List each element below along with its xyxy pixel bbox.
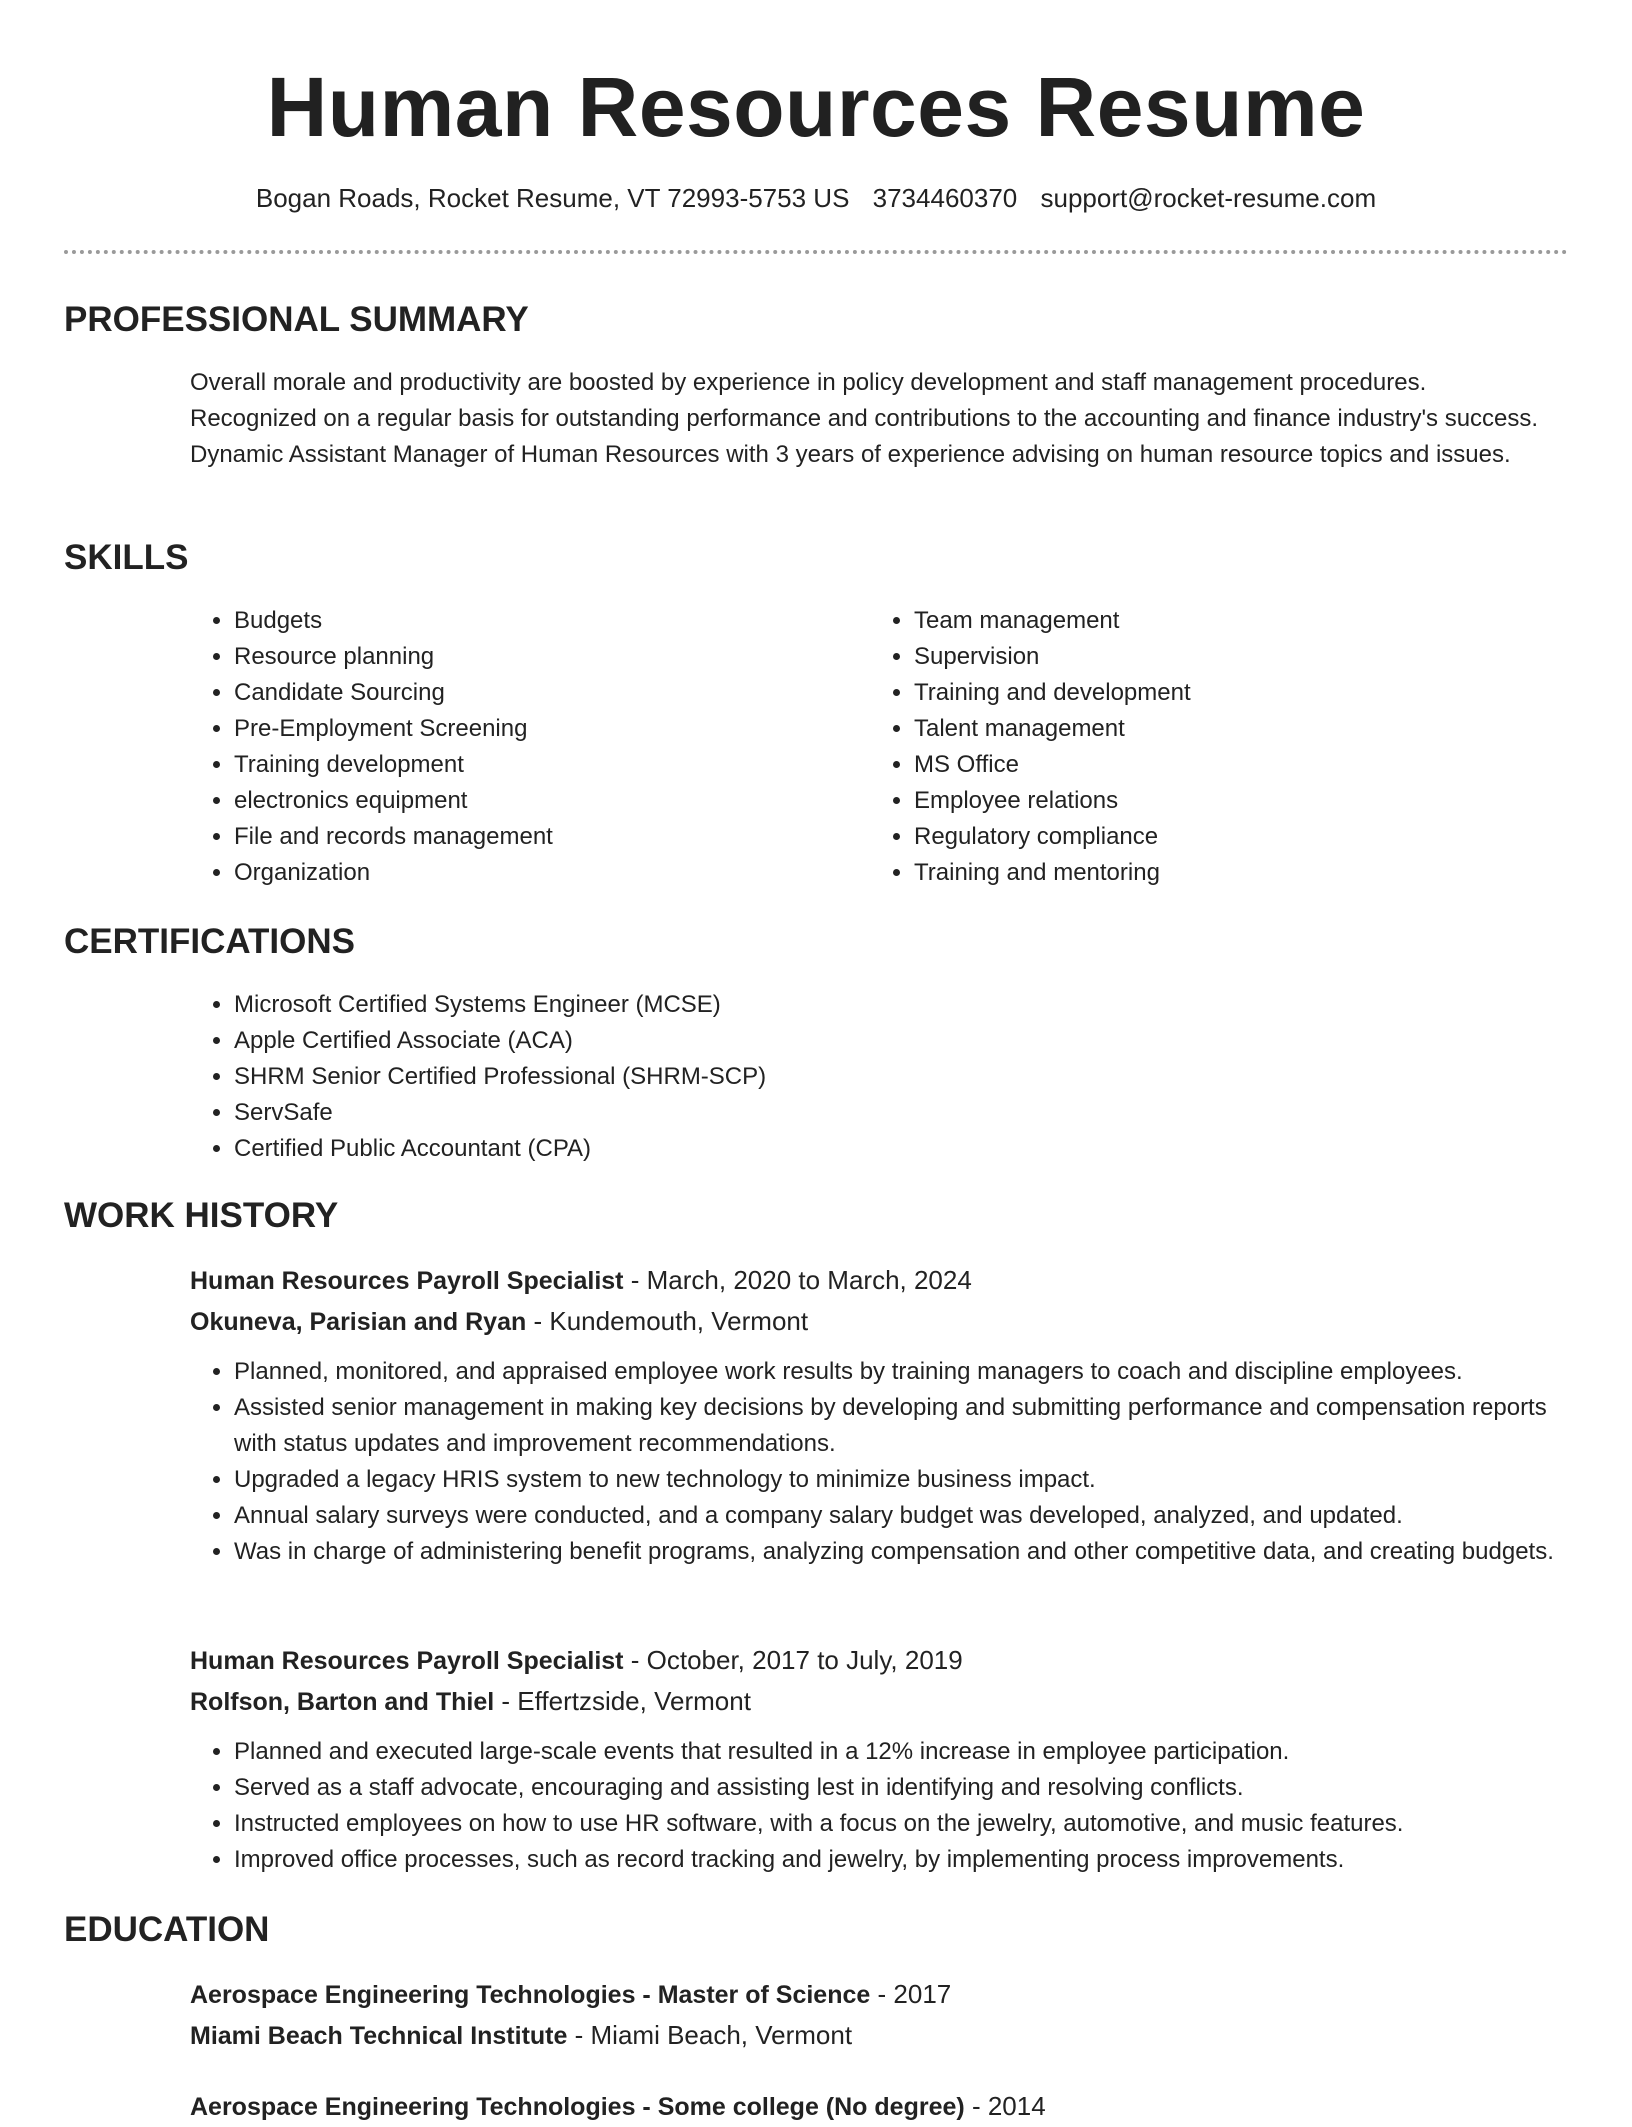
work-history-heading: WORK HISTORY xyxy=(64,1196,339,1235)
school-line xyxy=(190,2015,1560,2056)
skills-list-left xyxy=(190,603,854,891)
job-duties-list xyxy=(146,1354,1560,1570)
summary-heading: PROFESSIONAL SUMMARY xyxy=(64,300,529,339)
skill-item: • Talent management xyxy=(914,711,1534,747)
degree-line xyxy=(190,2086,1560,2127)
skill-item: • File and records management xyxy=(234,819,854,855)
job-duty: • Planned and executed large-scale events that resulted in a 12% increase in employee participation. xyxy=(234,1734,1560,1770)
certification-item: • Apple Certified Associate (ACA) xyxy=(234,1023,1134,1059)
job-location: - Kundemouth, Vermont xyxy=(533,1306,809,1336)
school-location: - Miami Beach, Vermont xyxy=(574,2020,853,2050)
email-text: support@rocket-resume.com xyxy=(1040,183,1377,213)
skill-item: • Budgets xyxy=(234,603,854,639)
skill-item: • Regulatory compliance xyxy=(914,819,1534,855)
skill-item: • Organization xyxy=(234,855,854,891)
skill-item: • Candidate Sourcing xyxy=(234,675,854,711)
certifications-list xyxy=(190,987,1134,1167)
job-duty: • Upgraded a legacy HRIS system to new technology to minimize business impact. xyxy=(234,1462,1560,1498)
certification-item: • SHRM Senior Certified Professional (SHRM-SCP) xyxy=(234,1059,1134,1095)
job-title-line xyxy=(190,1260,1560,1301)
certifications-heading: CERTIFICATIONS xyxy=(64,922,356,961)
job-location: - Effertzside, Vermont xyxy=(501,1686,751,1716)
certification-item: • Microsoft Certified Systems Engineer (MCSE) xyxy=(234,987,1134,1023)
skill-item: • Supervision xyxy=(914,639,1534,675)
job-duty: • Planned, monitored, and appraised employee work results by training managers to coach and discipline employees. xyxy=(234,1354,1560,1390)
job-title-line xyxy=(190,1640,1560,1681)
skills-heading: SKILLS xyxy=(64,538,189,577)
job-dates: - March, 2020 to March, 2024 xyxy=(630,1265,972,1295)
education-entry xyxy=(190,2086,1560,2127)
education-heading: EDUCATION xyxy=(64,1910,270,1949)
phone-text: 3734460370 xyxy=(872,183,1018,213)
job-company: Okuneva, Parisian and Ryan xyxy=(190,1308,527,1336)
job-duties-list xyxy=(146,1734,1560,1878)
job-entry xyxy=(190,1260,1560,1570)
job-title: Human Resources Payroll Specialist xyxy=(190,1647,624,1675)
degree-year: - 2014 xyxy=(971,2091,1046,2121)
job-duty: • Instructed employees on how to use HR software, with a focus on the jewelry, automotive, and music features. xyxy=(234,1806,1560,1842)
certification-item: • ServSafe xyxy=(234,1095,1134,1131)
skill-item: • Training development xyxy=(234,747,854,783)
job-duty: • Improved office processes, such as record tracking and jewelry, by implementing process improvements. xyxy=(234,1842,1560,1878)
skill-item: • electronics equipment xyxy=(234,783,854,819)
skills-list-right xyxy=(870,603,1534,891)
skill-item: • Training and mentoring xyxy=(914,855,1534,891)
skill-item: • Employee relations xyxy=(914,783,1534,819)
address-text: Bogan Roads, Rocket Resume, VT 72993-5753 US xyxy=(255,183,850,213)
header-divider xyxy=(64,250,1568,254)
summary-text: Overall morale and productivity are boosted by experience in policy development and staff management procedures. Recognized on a regular basis for outstanding performance and contributions to the accounting and finance industry's success. Dynamic Assistant Manager of Human Resources with 3 years of experience advising on human resource topics and issues. xyxy=(190,369,1539,468)
degree-name: Aerospace Engineering Technologies - Master of Science xyxy=(190,1981,871,2009)
certification-item: • Certified Public Accountant (CPA) xyxy=(234,1131,1134,1167)
job-entry xyxy=(190,1640,1560,1878)
degree-year: - 2017 xyxy=(877,1979,952,2009)
school-name: Miami Beach Technical Institute xyxy=(190,2022,568,2050)
job-dates: - October, 2017 to July, 2019 xyxy=(630,1645,963,1675)
job-title: Human Resources Payroll Specialist xyxy=(190,1267,624,1295)
job-company-line xyxy=(190,1681,1560,1722)
skill-item: • Team management xyxy=(914,603,1534,639)
resume-title: Human Resources Resume xyxy=(266,60,1366,154)
job-company-line xyxy=(190,1301,1560,1342)
skill-item: • Resource planning xyxy=(234,639,854,675)
job-duty: • Annual salary surveys were conducted, and a company salary budget was developed, analyzed, and updated. xyxy=(234,1498,1560,1534)
job-duty: • Assisted senior management in making key decisions by developing and submitting performance and compensation reports with status updates and improvement recommendations. xyxy=(234,1390,1560,1462)
job-duty: • Was in charge of administering benefit programs, analyzing compensation and other competitive data, and creating budgets. xyxy=(234,1534,1560,1570)
degree-line xyxy=(190,1974,1560,2015)
skill-item: • Pre-Employment Screening xyxy=(234,711,854,747)
skill-item: • MS Office xyxy=(914,747,1534,783)
degree-name: Aerospace Engineering Technologies - Some college (No degree) xyxy=(190,2093,965,2121)
job-duty: • Served as a staff advocate, encouraging and assisting lest in identifying and resolving conflicts. xyxy=(234,1770,1560,1806)
education-entry xyxy=(190,1974,1560,2056)
job-company: Rolfson, Barton and Thiel xyxy=(190,1688,495,1716)
contact-line xyxy=(0,180,1632,216)
skill-item: • Training and development xyxy=(914,675,1534,711)
